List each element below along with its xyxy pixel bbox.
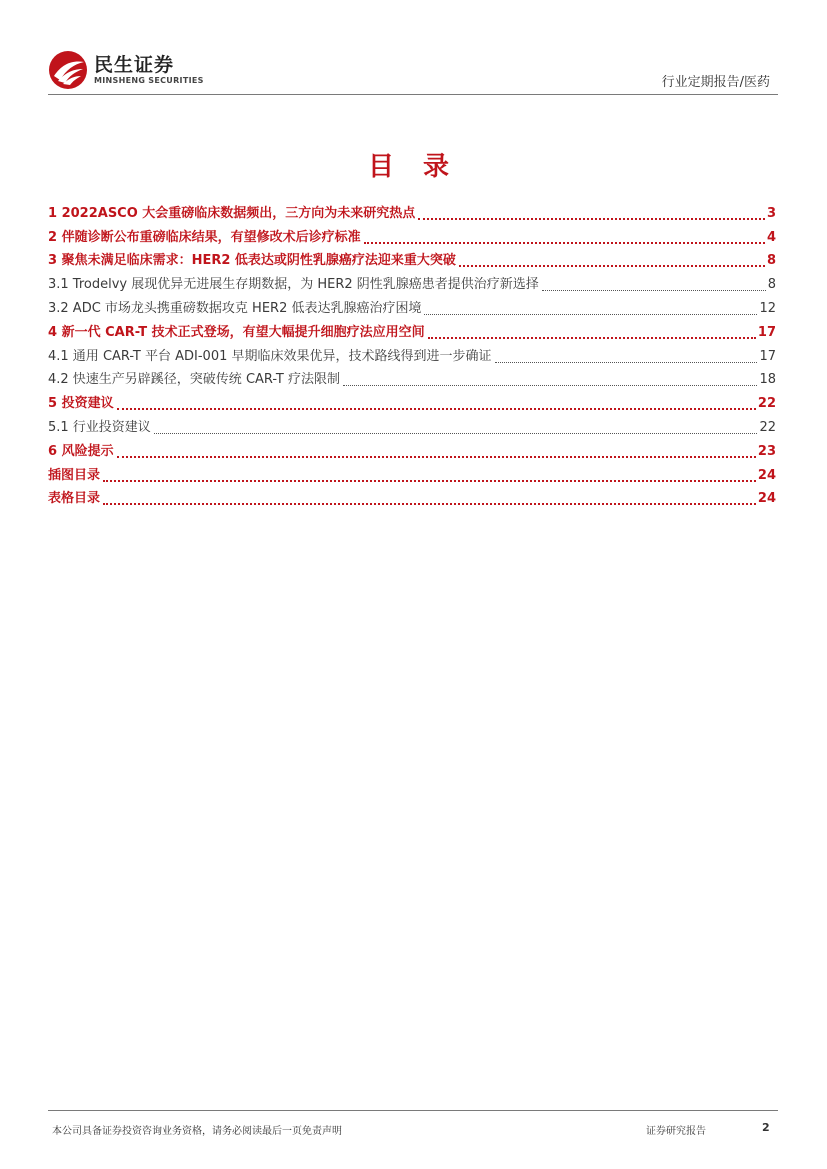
toc-entry-title[interactable]: 5.1 行业投资建议 xyxy=(48,419,151,435)
toc-leader-dots xyxy=(364,242,765,244)
toc-leader-dots xyxy=(459,265,765,267)
toc-leader-dots xyxy=(418,218,765,220)
toc-leader-dots xyxy=(424,314,757,315)
footer-disclaimer: 本公司具备证券投资咨询业务资格，请务必阅读最后一页免责声明 xyxy=(52,1126,342,1137)
toc-entry-title[interactable]: 1 2022ASCO 大会重磅临床数据频出，三方向为未来研究热点 xyxy=(48,205,416,221)
toc-leader-dots xyxy=(117,456,756,458)
table-of-contents xyxy=(48,199,776,508)
toc-entry[interactable] xyxy=(48,461,776,485)
toc-leader-dots xyxy=(495,362,758,363)
toc-entry[interactable] xyxy=(48,223,776,247)
toc-leader-dots xyxy=(103,480,756,482)
toc-entry-title[interactable]: 3 聚焦未满足临床需求：HER2 低表达或阴性乳腺癌疗法迎来重大突破 xyxy=(48,253,456,269)
company-logo xyxy=(48,46,248,92)
page-number: 2 xyxy=(762,1121,770,1134)
toc-entry-title[interactable]: 5 投资建议 xyxy=(48,396,114,412)
toc-entry-page[interactable]: 12 xyxy=(759,300,776,316)
toc-entry[interactable] xyxy=(48,318,776,342)
toc-entry-title[interactable]: 3.1 Trodelvy 展现优异无进展生存期数据，为 HER2 阴性乳腺癌患者提供治疗新选择 xyxy=(48,277,539,293)
toc-entry-title[interactable]: 插图目录 xyxy=(48,467,101,483)
toc-entry-page[interactable]: 8 xyxy=(766,253,776,269)
toc-entry[interactable] xyxy=(48,413,776,437)
toc-entry[interactable] xyxy=(48,485,776,509)
toc-leader-dots xyxy=(103,503,756,505)
toc-entry-page[interactable]: 24 xyxy=(757,491,776,507)
toc-entry-page[interactable]: 22 xyxy=(759,419,776,435)
report-type: 行业定期报告/医药 xyxy=(661,75,770,90)
toc-leader-dots xyxy=(343,385,757,386)
toc-entry-page[interactable]: 23 xyxy=(757,443,776,459)
toc-entry[interactable] xyxy=(48,247,776,271)
footer-label: 证券研究报告 xyxy=(646,1126,706,1137)
toc-entry[interactable] xyxy=(48,342,776,366)
toc-entry-page[interactable]: 8 xyxy=(767,277,776,293)
footer-divider xyxy=(48,1110,778,1111)
toc-leader-dots xyxy=(542,290,766,291)
minsheng-logo-icon xyxy=(48,50,88,90)
toc-entry-title[interactable]: 2 伴随诊断公布重磅临床结果，有望修改术后诊疗标准 xyxy=(48,229,361,245)
toc-entry-title[interactable]: 4.2 快速生产另辟蹊径，突破传统 CAR-T 疗法限制 xyxy=(48,372,340,388)
header-divider xyxy=(48,94,778,95)
toc-entry-page[interactable]: 24 xyxy=(757,467,776,483)
toc-leader-dots xyxy=(154,433,758,434)
toc-entry-title[interactable]: 表格目录 xyxy=(48,491,101,507)
toc-entry-title[interactable]: 4.1 通用 CAR-T 平台 ADI-001 早期临床效果优异，技术路线得到进一步确证 xyxy=(48,348,492,364)
toc-entry[interactable] xyxy=(48,294,776,318)
toc-entry-page[interactable]: 4 xyxy=(766,229,776,245)
toc-entry-title[interactable]: 4 新一代 CAR-T 技术正式登场，有望大幅提升细胞疗法应用空间 xyxy=(48,324,425,340)
toc-entry[interactable] xyxy=(48,199,776,223)
toc-entry[interactable] xyxy=(48,389,776,413)
logo-chinese-name: 民生证券 xyxy=(94,54,175,76)
toc-leader-dots xyxy=(428,337,756,339)
toc-entry-page[interactable]: 22 xyxy=(757,396,776,412)
toc-entry[interactable] xyxy=(48,437,776,461)
toc-entry-page[interactable]: 17 xyxy=(757,324,776,340)
toc-entry-page[interactable]: 18 xyxy=(759,372,776,388)
page-header xyxy=(48,44,778,96)
toc-leader-dots xyxy=(117,408,756,410)
toc-entry-page[interactable]: 17 xyxy=(759,348,776,364)
toc-title: 目 录 xyxy=(367,152,460,182)
toc-entry[interactable] xyxy=(48,366,776,390)
toc-entry[interactable] xyxy=(48,270,776,294)
toc-entry-page[interactable]: 3 xyxy=(766,205,776,221)
logo-english-name: MINSHENG SECURITIES xyxy=(94,76,204,85)
toc-entry-title[interactable]: 3.2 ADC 市场龙头携重磅数据攻克 HER2 低表达乳腺癌治疗困境 xyxy=(48,300,422,316)
toc-entry-title[interactable]: 6 风险提示 xyxy=(48,443,114,459)
